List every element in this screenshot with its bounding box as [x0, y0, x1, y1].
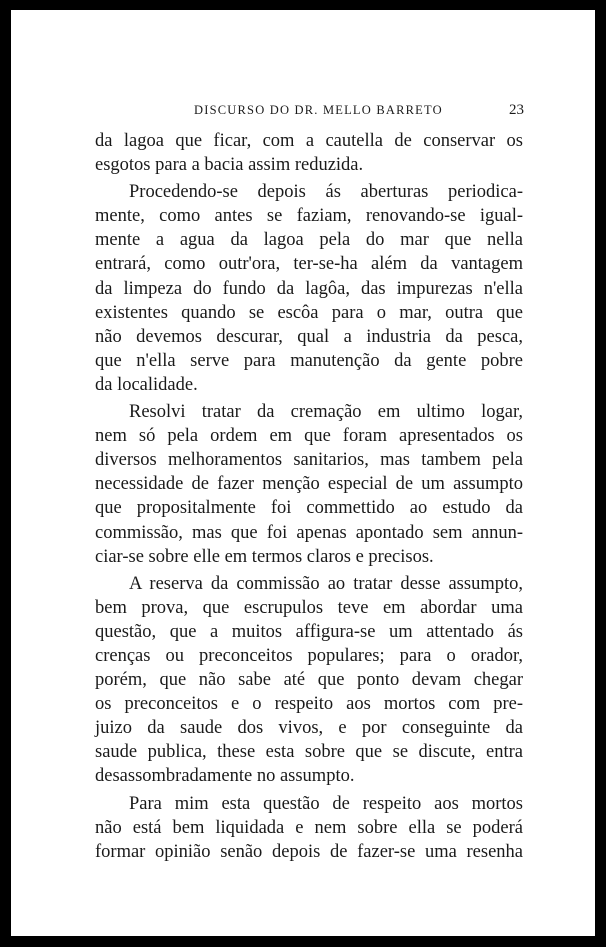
text-line: da lagoa que ficar, com a cautella de conservar os [95, 131, 523, 151]
running-title: DISCURSO DO DR. MELLO BARRETO [194, 103, 443, 117]
text-line: porém, que não sabe até que ponto devam chegar [95, 670, 523, 691]
text-line: nem só pela ordem em que foram apresentados os [95, 426, 523, 447]
book-page [11, 10, 595, 936]
text-line: esgotos para a bacia assim reduzida. [95, 155, 364, 176]
text-line: que n'ella serve para manutenção da gente pobre [95, 350, 523, 371]
paragraph [95, 572, 523, 789]
paragraph [95, 400, 523, 569]
text-line: questão, que a muitos affigura-se um attentado ás [95, 621, 523, 642]
text-line: bem prova, que escrupulos teve em abordar uma [95, 597, 523, 618]
page-header [11, 103, 595, 125]
text-line: não devemos descurar, qual a industria da pesca, [95, 326, 523, 347]
text-line: mente, como antes se faziam, renovando-se igual- [95, 206, 523, 227]
text-line: desassombradamente no assumpto. [95, 766, 355, 787]
paragraph [95, 129, 523, 177]
text-line: entrará, como outr'ora, ter-se-ha além da vantagem [95, 254, 523, 275]
text-line: ciar-se sobre elle em termos claros e precisos. [95, 546, 434, 567]
text-line: diversos melhoramentos sanitarios, mas tambem pela [95, 450, 523, 471]
paragraph [95, 180, 523, 397]
text-line: que propositalmente foi commettido ao estudo da [95, 498, 523, 519]
text-line: saude publica, these esta sobre que se discute, entra [95, 742, 523, 763]
text-line: os preconceitos e o respeito aos mortos com pre- [95, 694, 523, 715]
text-line: mente a agua da lagoa pela do mar que nella [95, 230, 523, 251]
text-line: da limpeza do fundo da lagôa, das impurezas n'ella [95, 278, 523, 299]
text-line: Resolvi tratar da cremação em ultimo logar, [129, 402, 523, 423]
text-line: Para mim esta questão de respeito aos mortos [129, 793, 523, 814]
text-line: não está bem liquidada e nem sobre ella se poderá [95, 817, 523, 838]
text-line: juizo da saude dos vivos, e por conseguinte da [95, 718, 523, 739]
body-text [95, 129, 523, 864]
text-line: crenças ou preconceitos populares; para o orador, [95, 645, 523, 666]
text-line: necessidade de fazer menção especial de um assumpto [95, 474, 523, 495]
paragraph [95, 792, 523, 864]
text-line: Procedendo-se depois ás aberturas periodica- [129, 182, 523, 203]
text-line: A reserva da commissão ao tratar desse assumpto, [129, 573, 523, 594]
page-number: 23 [509, 102, 524, 118]
text-line: existentes quando se escôa para o mar, outra que [95, 302, 523, 323]
text-line: commissão, mas que foi apenas apontado sem annun- [95, 522, 523, 543]
text-line: da localidade. [95, 374, 198, 395]
text-line: formar opinião senão depois de fazer-se uma resenha [95, 841, 523, 862]
